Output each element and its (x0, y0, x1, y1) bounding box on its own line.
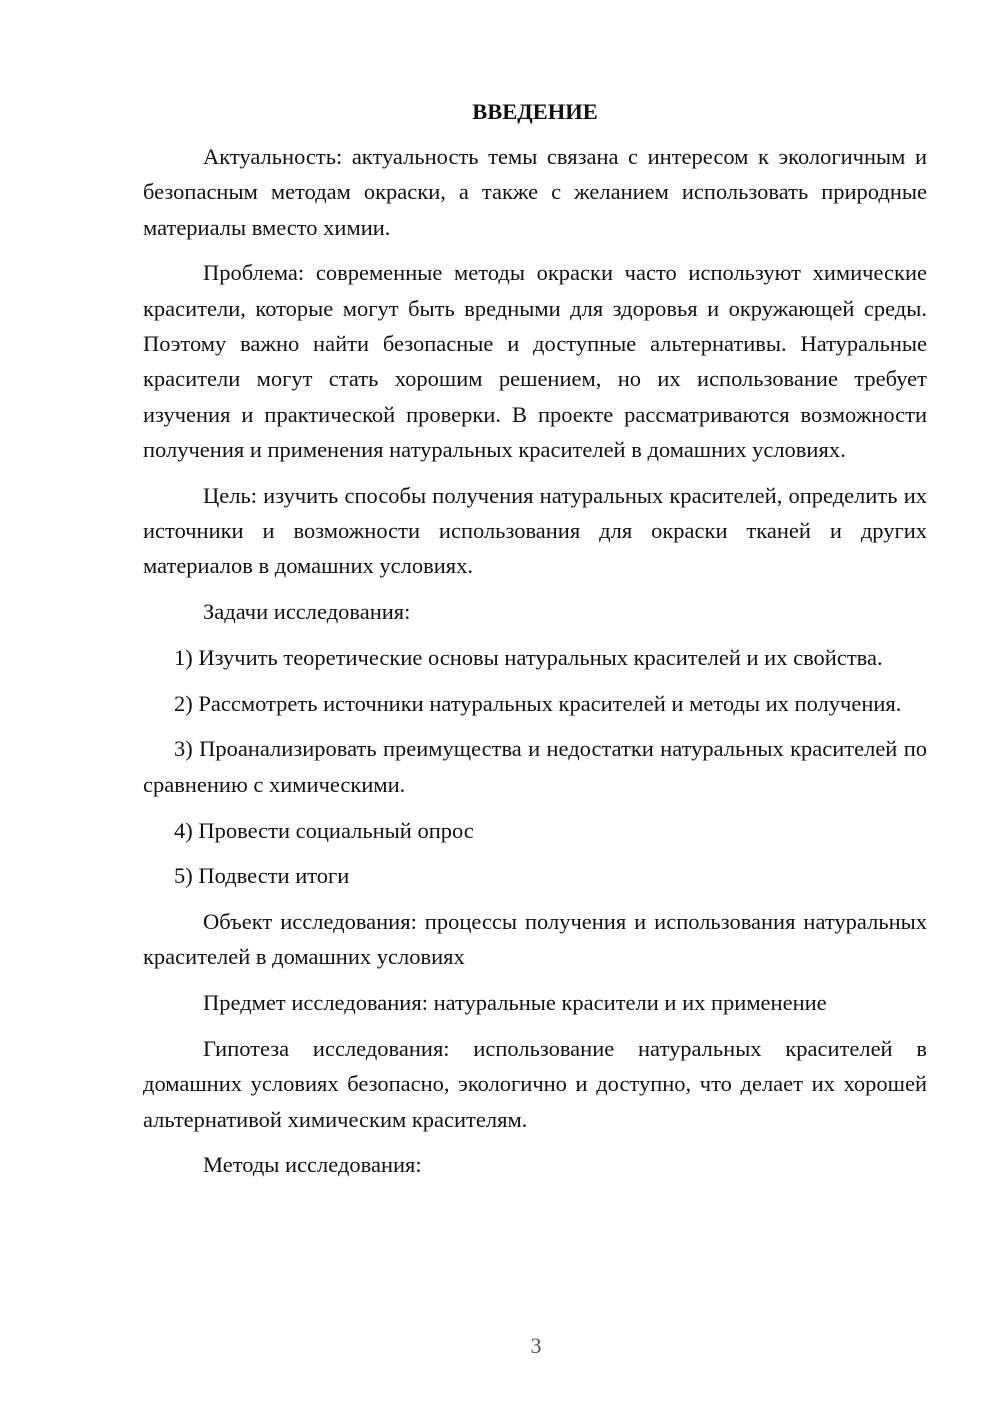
task-item-5: 5) Подвести итоги (174, 863, 350, 889)
paragraph-methods: Методы исследования: (203, 1152, 422, 1178)
paragraph-object: Объект исследования: процессы получения и использования натуральных красителей в домашних условиях (143, 909, 927, 970)
section-title: ВВЕДЕНИЕ (472, 99, 598, 124)
paragraph-goal: Цель: изучить способы получения натуральных красителей, определить их источники и возможности использования для окраски тканей и других материалов в домашних условиях. (143, 482, 927, 579)
task-item-3: 3) Проанализировать преимущества и недостатки натуральных красителей по сравнению с химическими. (143, 736, 927, 797)
task-item-2: 2) Рассмотреть источники натуральных красителей и методы их получения. (174, 690, 902, 716)
paragraph-hypothesis: Гипотеза исследования: использование натуральных красителей в домашних условиях безопасно, экологично и доступно, что делает их хорошей альтернативой химическим красителям. (143, 1036, 927, 1132)
paragraph-subject: Предмет исследования: натуральные красители и их применение (203, 990, 827, 1016)
paragraph-tasks-heading: Задачи исследования: (203, 599, 411, 625)
task-item-1: 1) Изучить теоретические основы натуральных красителей и их свойства. (174, 644, 883, 670)
task-item-4: 4) Провести социальный опрос (174, 817, 474, 843)
paragraph-relevance: Актуальность: актуальность темы связана с интересом к экологичным и безопасным методам окраски, а также с желанием использовать природные материалы вместо химии. (143, 144, 927, 240)
page-number: 3 (530, 1333, 542, 1358)
paragraph-problem: Проблема: современные методы окраски часто используют химические красители, которые могут быть вредными для здоровья и окружающей среды. Поэтому важно найти безопасные и доступные альтернативы. Натуральные красители могут стать хорошим решением, но их использование требует изучения и практической проверки. В проекте рассматриваются возможности получения и применения натуральных красителей в домашних условиях. (143, 260, 927, 462)
page-content (143, 94, 927, 1193)
